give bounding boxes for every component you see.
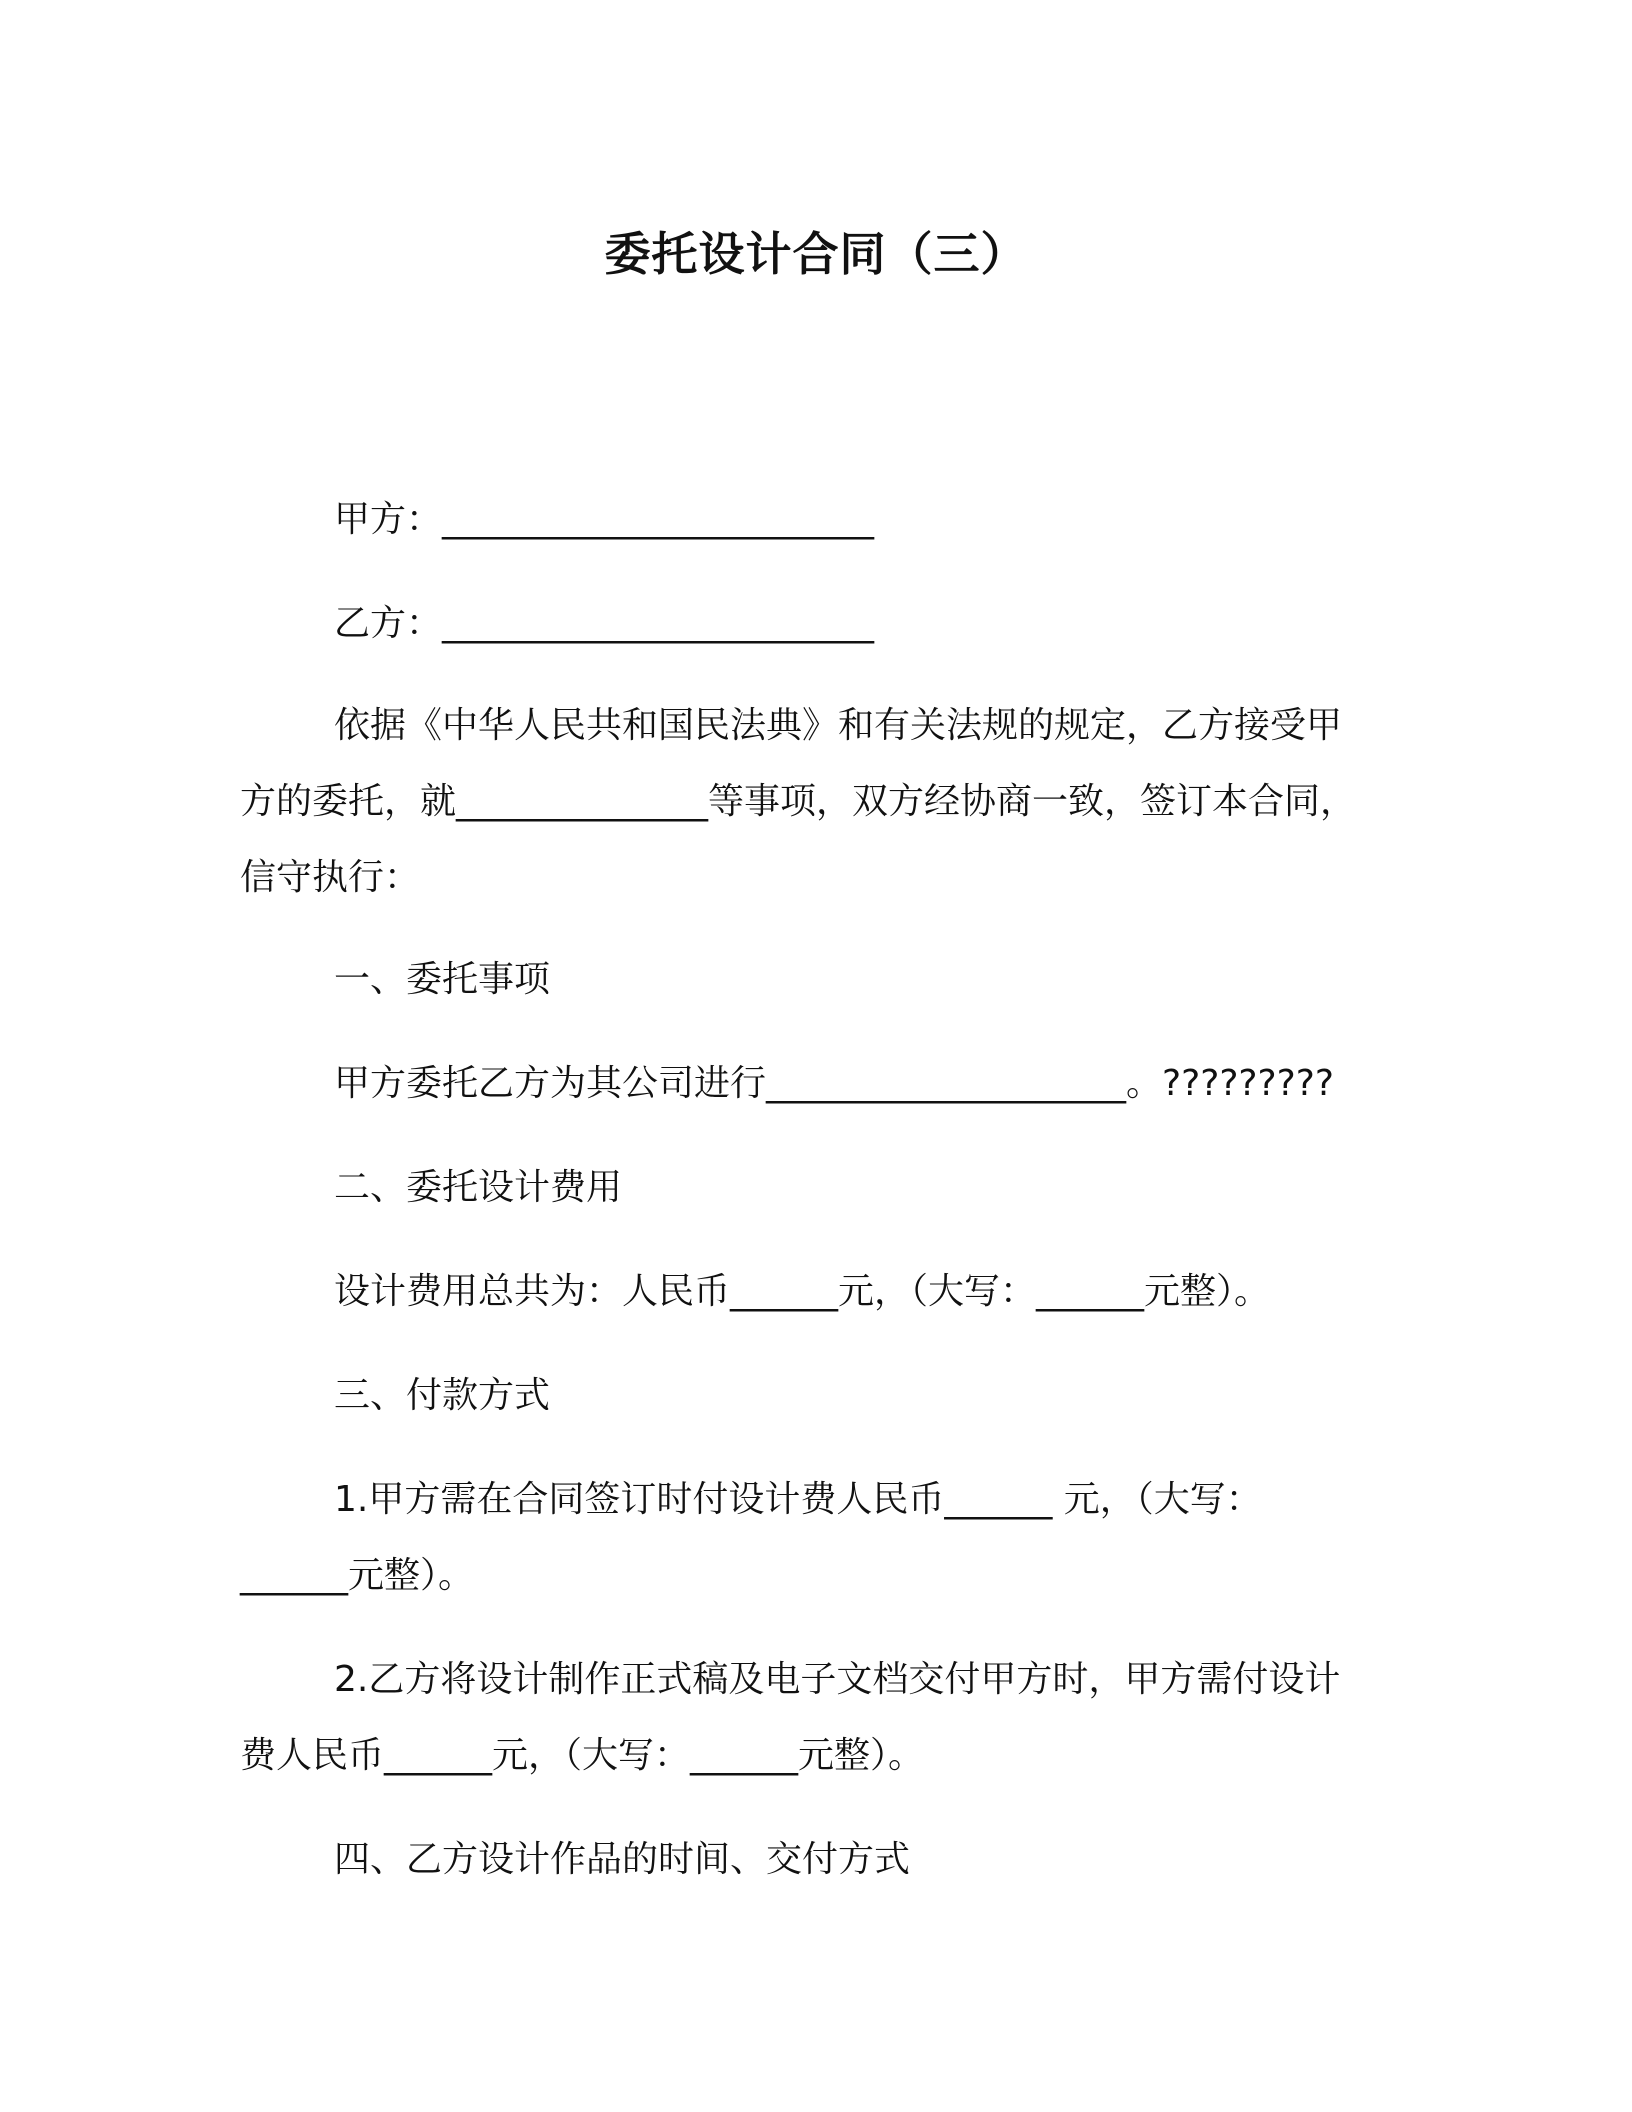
section-1-body: 甲方委托乙方为其公司进行____________________。????????? bbox=[334, 1063, 1334, 1104]
section-1-heading: 一、委托事项 bbox=[334, 959, 551, 1000]
section-2-heading: 二、委托设计费用 bbox=[334, 1167, 623, 1208]
section-3-heading: 三、付款方式 bbox=[334, 1375, 551, 1416]
section-3-item-1-line-2: ______元整）。 bbox=[240, 1555, 475, 1596]
section-2-body: 设计费用总共为：人民币______元，（大写：______元整）。 bbox=[334, 1271, 1271, 1312]
party-b-line: 乙方：________________________ bbox=[334, 603, 875, 644]
intro-paragraph-line-2: 方的委托，就______________等事项，双方经协商一致，签订本合同， bbox=[240, 781, 1357, 822]
section-3-item-2-line-1: 2.乙方将设计制作正式稿及电子文档交付甲方时，甲方需付设计 bbox=[334, 1659, 1341, 1700]
section-3-item-2-line-2: 费人民币______元，（大写：______元整）。 bbox=[240, 1735, 925, 1776]
party-a-line: 甲方：________________________ bbox=[334, 499, 875, 540]
section-3-item-1-line-1: 1.甲方需在合同签订时付设计费人民币______ 元，（大写： bbox=[334, 1479, 1262, 1520]
document-title: 委托设计合同（三） bbox=[604, 227, 1028, 281]
section-4-heading: 四、乙方设计作品的时间、交付方式 bbox=[334, 1839, 911, 1880]
intro-paragraph-line-3: 信守执行： bbox=[240, 857, 421, 898]
intro-paragraph-line-1: 依据《中华人民共和国民法典》和有关法规的规定，乙方接受甲 bbox=[334, 705, 1343, 746]
